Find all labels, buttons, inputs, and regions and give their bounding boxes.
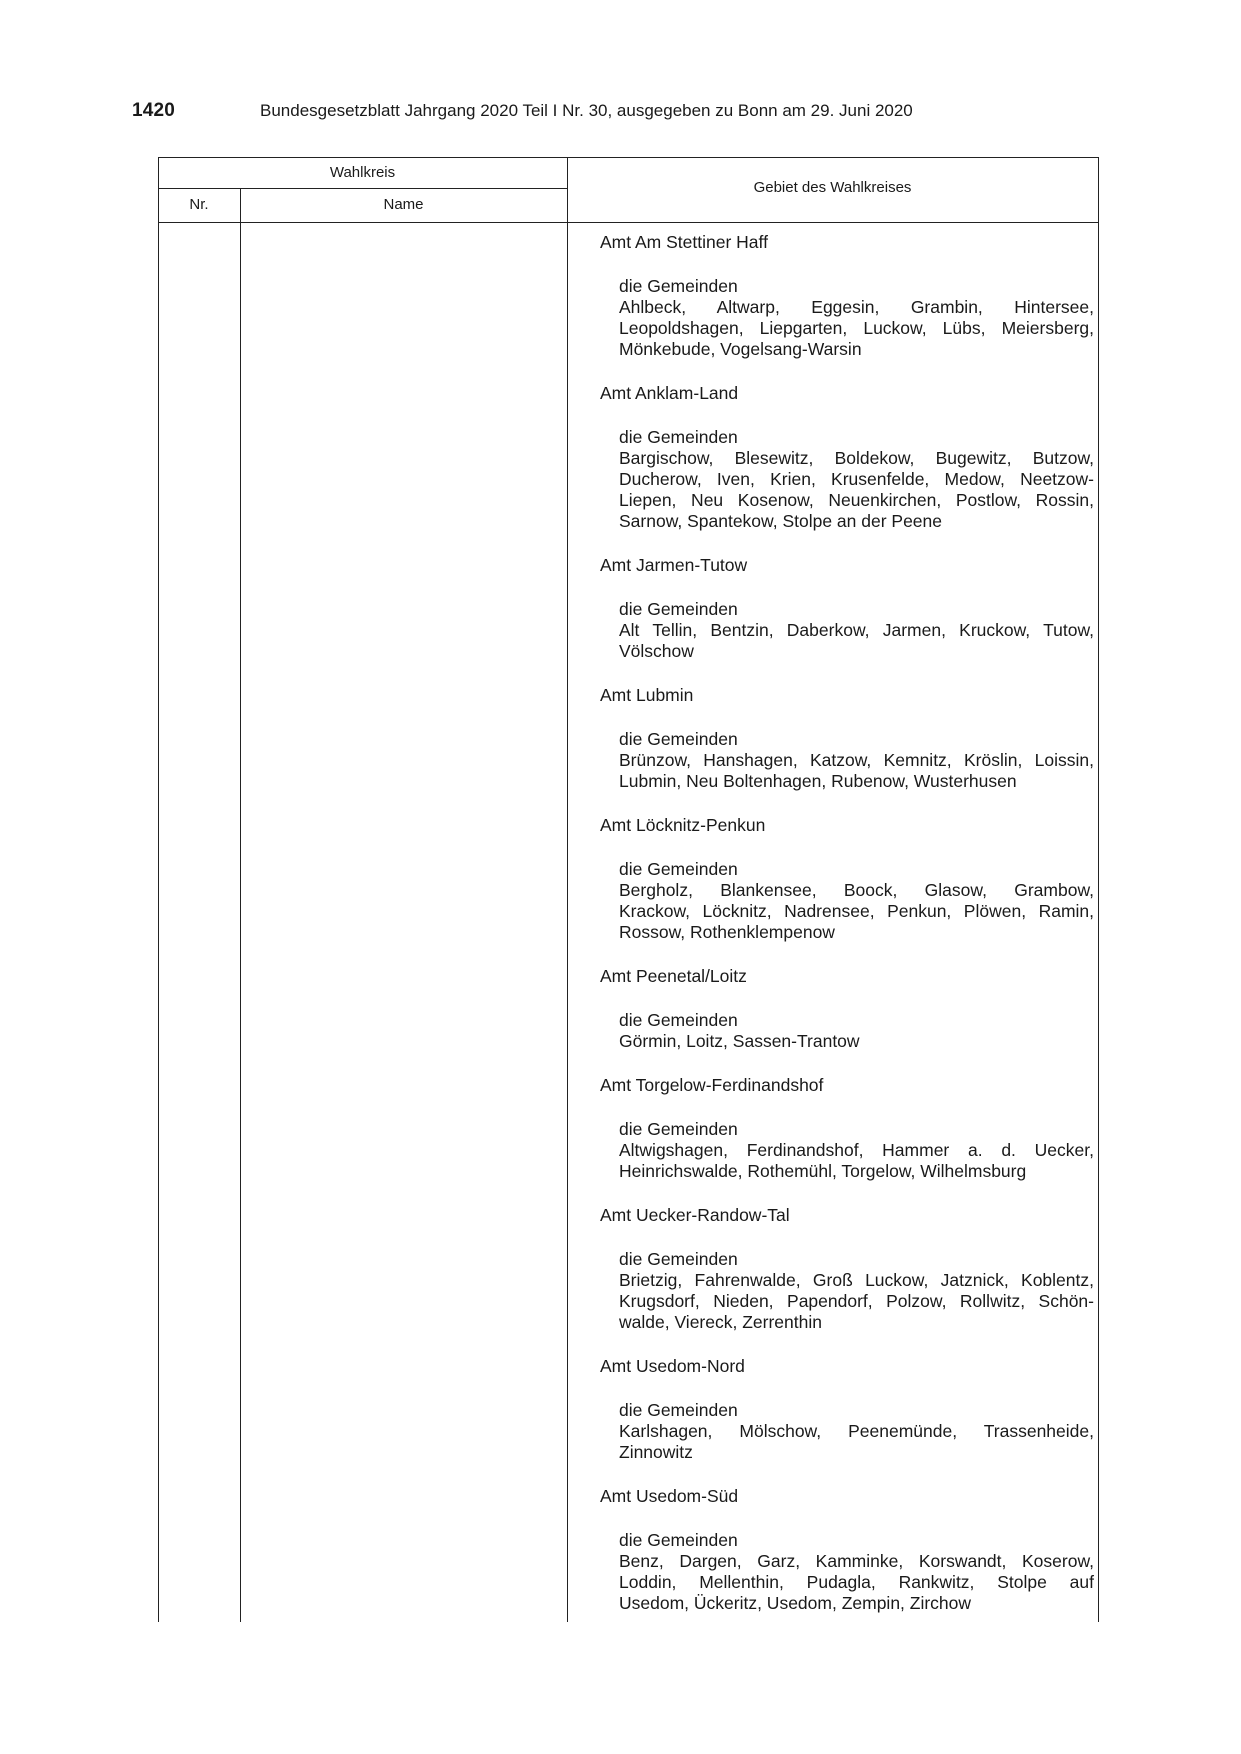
municipality-line: Ahlbeck, Altwarp, Eggesin, Grambin, Hintersee,	[619, 297, 1094, 317]
amt-title: Amt Uecker-Randow-Tal	[600, 1205, 790, 1225]
gemeinden-label: die Gemeinden	[619, 276, 738, 296]
municipality-line-last: Zinnowitz	[619, 1442, 693, 1462]
municipality-list	[619, 1421, 1094, 1463]
amt-title: Amt Usedom-Nord	[600, 1356, 745, 1376]
header-bottom-rule	[158, 222, 1099, 223]
gemeinden-label: die Gemeinden	[619, 1119, 738, 1139]
header-gebiet: Gebiet des Wahlkreises	[753, 179, 912, 196]
municipality-line-last: Völschow	[619, 641, 694, 661]
municipality-line-last: Rossow, Rothenklempenow	[619, 922, 835, 942]
municipality-list	[619, 297, 1094, 360]
amt-title: Amt Lubmin	[600, 685, 694, 705]
municipality-line: Krugsdorf, Nieden, Papendorf, Polzow, Rollwitz, Schön-	[619, 1291, 1094, 1311]
municipality-line: Krackow, Löcknitz, Nadrensee, Penkun, Plöwen, Ramin,	[619, 901, 1094, 921]
municipality-line: Karlshagen, Mölschow, Peenemünde, Trassenheide,	[619, 1421, 1094, 1441]
table-border-right	[1098, 157, 1099, 1622]
gemeinden-label: die Gemeinden	[619, 1530, 738, 1550]
municipality-line: Brietzig, Fahrenwalde, Groß Luckow, Jatznick, Koblentz,	[619, 1270, 1094, 1290]
municipality-line-last: Sarnow, Spantekow, Stolpe an der Peene	[619, 511, 943, 531]
amt-body	[619, 1119, 1094, 1182]
amt-body	[619, 859, 1094, 943]
municipality-line-last: Mönkebude, Vogelsang-Warsin	[619, 339, 862, 359]
amt-body	[619, 599, 1094, 662]
municipality-line: Loddin, Mellenthin, Pudagla, Rankwitz, Stolpe auf	[619, 1572, 1094, 1592]
amt-entry	[600, 1356, 1094, 1463]
amt-entry	[600, 1075, 1094, 1182]
header-wahlkreis: Wahlkreis	[329, 164, 396, 181]
amt-body	[619, 1530, 1094, 1614]
amt-title: Amt Usedom-Süd	[600, 1486, 739, 1506]
column-divider-name	[567, 157, 568, 1622]
amt-body	[619, 729, 1094, 792]
running-title: Bundesgesetzblatt Jahrgang 2020 Teil I Nr. 30, ausgegeben zu Bonn am 29. Juni 2020	[260, 101, 913, 120]
amt-body	[619, 1400, 1094, 1463]
gemeinden-label: die Gemeinden	[619, 729, 738, 749]
amt-entry	[600, 966, 1094, 1052]
amt-title: Amt Am Stettiner Haff	[600, 232, 768, 252]
amt-body	[619, 1010, 1094, 1052]
amt-title: Amt Löcknitz-Penkun	[600, 815, 766, 835]
gemeinden-label: die Gemeinden	[619, 1400, 738, 1420]
municipality-line: Bargischow, Blesewitz, Boldekow, Bugewitz, Butzow,	[619, 448, 1094, 468]
municipality-list	[619, 620, 1094, 662]
municipality-line: Alt Tellin, Bentzin, Daberkow, Jarmen, Kruckow, Tutow,	[619, 620, 1094, 640]
municipality-line: Liepen, Neu Kosenow, Neuenkirchen, Postlow, Rossin,	[619, 490, 1094, 510]
group-header-divider	[158, 188, 568, 189]
municipality-line-last: Usedom, Ückeritz, Usedom, Zempin, Zirchow	[619, 1593, 972, 1613]
municipality-line: Benz, Dargen, Garz, Kamminke, Korswandt, Koserow,	[619, 1551, 1094, 1571]
column-divider-nr	[240, 189, 241, 1622]
municipality-line: Altwigshagen, Ferdinandshof, Hammer a. d. Uecker,	[619, 1140, 1094, 1160]
amt-entry	[600, 383, 1094, 532]
header-nr: Nr.	[189, 196, 209, 213]
municipality-line: Bergholz, Blankensee, Boock, Glasow, Grambow,	[619, 880, 1094, 900]
amt-title: Amt Peenetal/Loitz	[600, 966, 747, 986]
amt-title: Amt Anklam-Land	[600, 383, 739, 403]
municipality-list	[619, 1270, 1094, 1333]
area-column-content	[600, 232, 1094, 1637]
gemeinden-label: die Gemeinden	[619, 599, 738, 619]
amt-entry	[600, 685, 1094, 792]
table-border-left	[158, 157, 159, 1622]
header-name: Name	[383, 196, 424, 213]
municipality-line-last: walde, Viereck, Zerrenthin	[619, 1312, 822, 1332]
municipality-line-last: Lubmin, Neu Boltenhagen, Rubenow, Wusterhusen	[619, 771, 1017, 791]
municipality-line-last: Görmin, Loitz, Sassen-Trantow	[619, 1031, 860, 1051]
amt-entry	[600, 1205, 1094, 1333]
amt-entry	[600, 555, 1094, 662]
table-border-top	[158, 157, 1099, 158]
municipality-list	[619, 1031, 1094, 1052]
amt-body	[619, 276, 1094, 360]
municipality-line-last: Heinrichswalde, Rothemühl, Torgelow, Wilhelmsburg	[619, 1161, 1027, 1181]
municipality-list	[619, 1551, 1094, 1614]
municipality-line: Ducherow, Iven, Krien, Krusenfelde, Medow, Neetzow-	[619, 469, 1094, 489]
amt-entry	[600, 232, 1094, 360]
municipality-list	[619, 448, 1094, 532]
amt-entry	[600, 1486, 1094, 1614]
gemeinden-label: die Gemeinden	[619, 859, 738, 879]
amt-body	[619, 427, 1094, 532]
municipality-list	[619, 1140, 1094, 1182]
page-number: 1420	[132, 100, 176, 121]
gemeinden-label: die Gemeinden	[619, 1249, 738, 1269]
municipality-line: Brünzow, Hanshagen, Katzow, Kemnitz, Kröslin, Loissin,	[619, 750, 1094, 770]
municipality-list	[619, 750, 1094, 792]
amt-title: Amt Jarmen-Tutow	[600, 555, 748, 575]
municipality-list	[619, 880, 1094, 943]
amt-entry	[600, 815, 1094, 943]
amt-body	[619, 1249, 1094, 1333]
gemeinden-label: die Gemeinden	[619, 1010, 738, 1030]
amt-title: Amt Torgelow-Ferdinandshof	[600, 1075, 824, 1095]
municipality-line: Leopoldshagen, Liepgarten, Luckow, Lübs, Meiersberg,	[619, 318, 1094, 338]
gemeinden-label: die Gemeinden	[619, 427, 738, 447]
